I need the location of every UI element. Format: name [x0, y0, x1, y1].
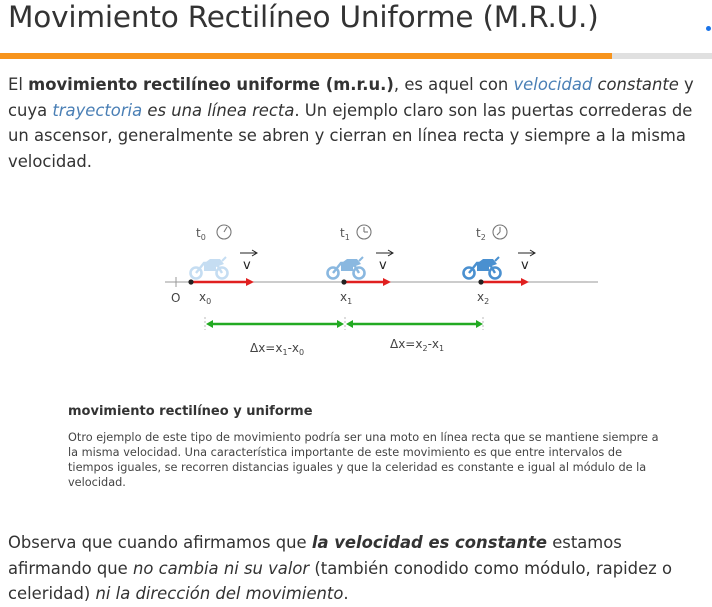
- velocity-arrow: [341, 278, 391, 286]
- outro-text: .: [343, 584, 349, 603]
- position-label-x2: $x_2$: [477, 290, 490, 306]
- time-label: $t_0$: [196, 226, 206, 242]
- corner-dot: [706, 26, 711, 31]
- intro-bold-term: movimiento rectilíneo uniforme (m.r.u.): [28, 75, 394, 94]
- intro-text: El: [8, 75, 29, 94]
- position-label-x1: $x_1$: [340, 290, 353, 306]
- time-label-t1: [340, 226, 350, 242]
- displacement-label-2: $\Delta x=x_2-x_1$: [390, 337, 445, 353]
- outro-text: Observa que cuando afirmamos que: [8, 533, 312, 552]
- position-label-x0: $x_0$: [199, 290, 212, 306]
- intro-text: , es aquel con: [393, 75, 514, 94]
- figure-caption-text: Otro ejemplo de este tipo de movimiento podría ser una moto en línea recta que se mantiene siempre a la misma velocidad. Una característica importante de este movimiento es que entre intervalos de tiempos iguales, se recorren distancias iguales y que la celeridad es constante e igual al módulo de la velocidad.: [68, 431, 659, 489]
- motorcycle-icon: [191, 257, 228, 279]
- displacement-arrow: [205, 317, 345, 330]
- svg-text:v: v: [379, 258, 387, 273]
- displacement-arrow: [346, 317, 483, 330]
- displacement-label-1: $\Delta x=x_1-x_0$: [250, 341, 305, 357]
- outro-bold-italic: la velocidad es constante: [311, 533, 547, 552]
- clock-icon: [357, 225, 371, 239]
- intro-italic: es una línea recta: [147, 100, 295, 120]
- figure-caption-title: movimiento rectilíneo y uniforme: [68, 404, 313, 419]
- svg-text:v: v: [243, 258, 251, 273]
- intro-text: y cuya: [8, 75, 694, 120]
- origin-label: O: [171, 291, 181, 305]
- link-trayectoria[interactable]: trayectoria: [52, 100, 143, 120]
- time-label-t2: [476, 226, 486, 242]
- mru-diagram: [150, 215, 610, 360]
- outro-italic: no cambia ni su valor: [132, 558, 310, 578]
- intro-text: . Un ejemplo claro son las puertas correderas de un ascensor, generalmente se abren y cierran en línea recta y siempre a la misma velocidad.: [8, 100, 693, 171]
- time-label: $t_1$: [340, 226, 350, 242]
- link-velocidad[interactable]: velocidad: [513, 75, 593, 94]
- velocity-label: [518, 250, 535, 273]
- outro-text: estamos afirmando que: [8, 533, 622, 578]
- intro-italic: constante: [597, 75, 679, 94]
- velocity-label: [376, 250, 393, 273]
- outro-italic: ni la dirección del movimiento: [95, 584, 344, 603]
- outro-text: (también conodido como módulo, rapidez o celeridad): [8, 558, 673, 603]
- velocity-arrow: [478, 278, 529, 286]
- svg-text:v: v: [521, 258, 529, 273]
- motorcycle-icon: [464, 257, 501, 279]
- velocity-label: [240, 250, 257, 273]
- title-underline-accent: [0, 53, 612, 59]
- time-label-t0: [196, 226, 206, 242]
- time-label: $t_2$: [476, 226, 486, 242]
- clock-icon: [217, 225, 231, 239]
- intro-paragraph: [8, 72, 708, 174]
- outro-paragraph: [8, 530, 708, 607]
- motorcycle-icon: [328, 257, 365, 279]
- clock-icon: [493, 225, 507, 239]
- page-title: Movimiento Rectilíneo Uniforme (M.R.U.): [8, 0, 599, 34]
